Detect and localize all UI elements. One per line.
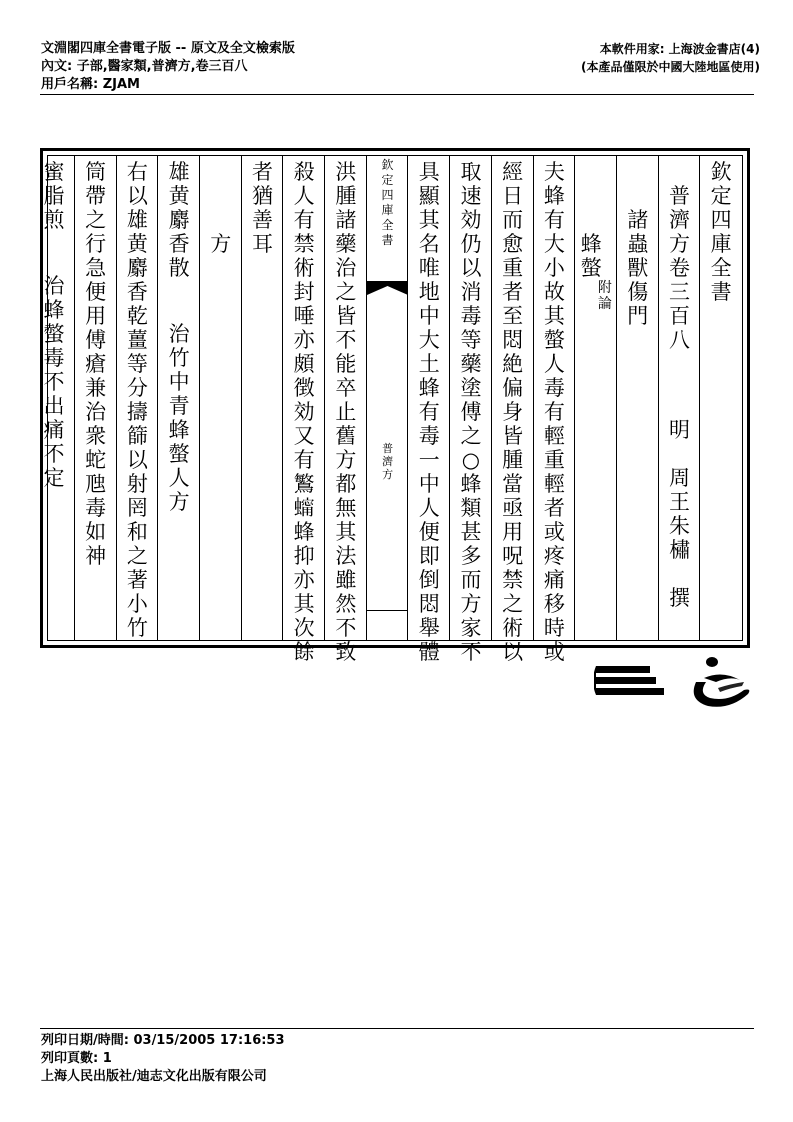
footer-divider xyxy=(40,1028,754,1029)
text-column xyxy=(491,156,534,664)
column-text: 雄 黄 麝 香 散 xyxy=(168,160,190,280)
header-region-note: (本產品僅限於中國大陸地區使用) xyxy=(581,60,760,74)
column-subtext: 治 竹 中 青 蜂 螫 人 方 xyxy=(168,322,190,514)
text-column xyxy=(574,156,617,640)
banxin-title: 欽 定 四 庫 全 書 xyxy=(381,158,394,247)
column-text: 蜂 螫 xyxy=(580,232,602,280)
banxin-rule xyxy=(367,610,409,611)
column-text: 夫 蜂 有 大 小 故 其 螫 人 毒 有 輕 重 輕 者 或 疼 痛 移 時 或 xyxy=(543,160,565,664)
column-subtext: 治 蜂 螫 毒 不 出 痛 不 定 xyxy=(43,274,65,490)
publisher-logo-seal xyxy=(682,652,754,710)
column-text: 洪 腫 諸 藥 治 之 皆 不 能 卒 止 舊 方 都 無 其 法 雖 然 不 致 xyxy=(335,160,357,664)
column-text: 普 濟 方 卷 三 百 八 xyxy=(668,184,690,352)
text-column xyxy=(33,156,75,640)
text-column xyxy=(658,156,701,640)
header-left xyxy=(41,40,521,94)
text-column xyxy=(449,156,492,664)
book-page-frame xyxy=(40,148,750,664)
column-text: 殺 人 有 禁 術 封 唾 亦 頗 徴 効 又 有 𪄴 𧑗 蜂 抑 亦 其 次 餘 xyxy=(293,160,315,664)
header-username: 用戶名稱: ZJAM xyxy=(41,77,140,92)
text-column xyxy=(241,156,284,640)
column-text: 筒 帶 之 行 急 便 用 傅 瘡 兼 治 衆 蛇 虺 毒 如 神 xyxy=(85,160,107,568)
banxin-book-name: 普 濟 方 xyxy=(382,442,394,481)
text-column xyxy=(282,156,325,664)
column-text: 取 速 効 仍 以 消 毒 等 藥 塗 傅 之 ○ 蜂 類 甚 多 而 方 家 不 xyxy=(460,160,482,664)
column-text: 欽 定 四 庫 全 書 xyxy=(710,160,732,304)
text-column xyxy=(533,156,576,664)
text-column xyxy=(116,156,159,640)
book-page-inner xyxy=(43,155,743,664)
column-text: 方 xyxy=(210,232,232,256)
column-text: 具 顯 其 名 唯 地 中 大 土 蜂 有 毒 一 中 人 便 即 倒 悶 舉 體 xyxy=(418,160,440,664)
column-text: 右 以 雄 黄 麝 香 乾 薑 等 分 擣 篩 以 射 罔 和 之 著 小 竹 xyxy=(126,160,148,640)
header-right xyxy=(498,40,760,76)
column-subtext: 明 周 王 朱 橚 撰 xyxy=(668,418,690,610)
publisher-credit: 上海人民出版社/迪志文化出版有限公司 xyxy=(41,1069,267,1084)
header-divider xyxy=(40,94,754,95)
header-content-path: 內文: 子部,醫家類,普濟方,卷三百八 xyxy=(41,59,248,74)
footer xyxy=(41,1032,541,1086)
column-text: 者 猶 善 耳 xyxy=(251,160,273,256)
banxin-column xyxy=(366,156,409,640)
text-column xyxy=(616,156,659,640)
publisher-logo-stripes xyxy=(594,662,664,702)
header-licensee: 本軟件用家: 上海波金書店(4) xyxy=(599,42,760,56)
text-column xyxy=(199,156,242,640)
print-datetime: 列印日期/時間: 03/15/2005 17:16:53 xyxy=(41,1033,285,1048)
text-column xyxy=(407,156,450,664)
fishtail-mark xyxy=(367,280,409,294)
column-text: 經 日 而 愈 重 者 至 悶 絶 偏 身 皆 腫 當 亟 用 呪 禁 之 術 以 xyxy=(502,160,524,664)
text-column xyxy=(699,156,742,640)
text-column xyxy=(157,156,200,640)
text-column xyxy=(74,156,117,640)
column-text: 諸 蟲 獸 傷 門 xyxy=(627,208,649,328)
column-text: 蜜 脂 煎 xyxy=(43,160,65,232)
text-column xyxy=(324,156,367,664)
header-title: 文淵閣四庫全書電子版 -- 原文及全文檢索版 xyxy=(41,41,295,56)
column-note: 附 論 xyxy=(597,280,612,312)
print-page-count: 列印頁數: 1 xyxy=(41,1051,112,1066)
